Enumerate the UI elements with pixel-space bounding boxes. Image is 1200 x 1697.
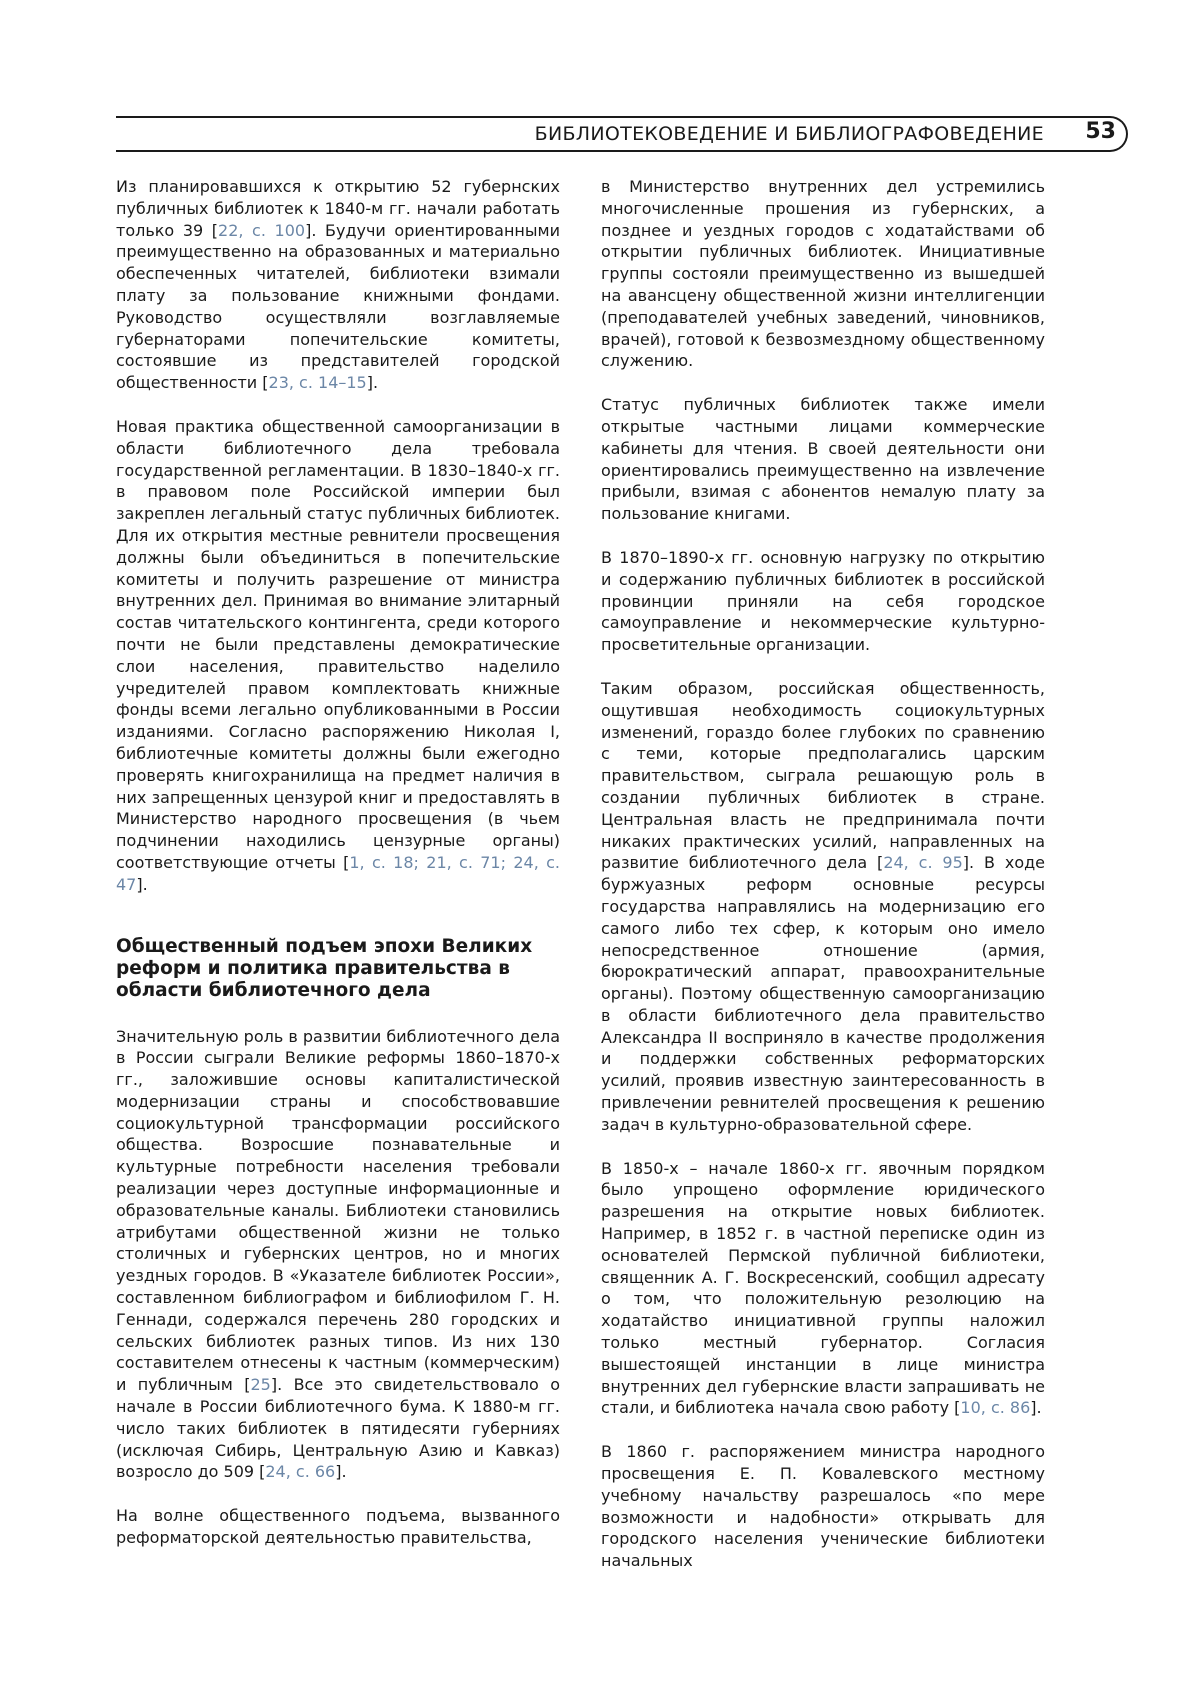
paragraph: На волне общественного подъема, вызванного реформаторской деятельностью правительства, — [116, 1506, 560, 1548]
paragraph: Из планировавшихся к открытию 52 губернских публичных библиотек к 1840-м гг. начали работать только 39 [22, с. 100]. Будучи ориентированными преимущественно на образованных и материально обеспеченных читателей, библиотеки взимали плату за пользование книжными фондами. Руководство осуществляли возглавляемые губернаторами попечительские комитеты, состоявшие из представителей городской общественности [23, с. 14–15]. — [116, 177, 560, 393]
citation-link[interactable]: 1, с. 18; 21, с. 71; 24, с. 47 — [116, 852, 561, 894]
citation-link[interactable]: 10, с. 86 — [960, 1398, 1031, 1418]
citation-link[interactable]: 24, с. 66 — [265, 1462, 336, 1482]
section-heading: Общественный подъем эпохи Великих реформ и политика правительства в области библиотечного дела — [116, 935, 533, 1001]
header-rule-top — [116, 116, 1092, 118]
header-rule-bottom — [116, 150, 1092, 152]
citation-link[interactable]: 24, с. 95 — [883, 853, 963, 873]
paragraph: Статус публичных библиотек также имели открытые частными лицами коммерческие кабинеты для чтения. В своей деятельности они ориентировались преимущественно на извлечение прибыли, взимая с абонентов немалую плату за пользование книгами. — [601, 395, 1045, 524]
paragraph: В 1860 г. распоряжением министра народного просвещения Е. П. Ковалевского местному учебному начальству разрешалось «по мере возможности и надобности» открывать для городского населения ученические библиотеки начальных — [601, 1442, 1045, 1571]
page-number: 53 — [1085, 119, 1116, 144]
citation-link[interactable]: 23, с. 14–15 — [268, 373, 367, 393]
right-column — [601, 176, 1045, 1594]
citation-link[interactable]: 25 — [250, 1375, 271, 1395]
section-title: БИБЛИОТЕКОВЕДЕНИЕ И БИБЛИОГРАФОВЕДЕНИЕ — [534, 123, 1044, 145]
paragraph: Значительную роль в развитии библиотечного дела в России сыграли Великие реформы 1860–1870-х гг., заложившие основы капиталистической модернизации страны и способствовавшие социокультурной трансформации российского общества. Возросшие познавательные и культурные потребности населения требовали реализации через доступные информационные и образовательные каналы. Библиотеки становились атрибутами общественной жизни не только столичных и губернских центров, но и многих уездных городов. В «Указателе библиотек России», составленном библиографом и библиофилом Г. Н. Геннади, содержался перечень 280 городских и сельских библиотек разных типов. Из них 130 составителем отнесены к частным (коммерческим) и публичным [25]. Все это свидетельствовало о начале в России библиотечного бума. К 1880-м гг. число таких библиотек в пятидесяти губерниях (исключая Сибирь, Центральную Азию и Кавказ) возросло до 509 [24, с. 66]. — [116, 1026, 561, 1482]
paragraph: в Министерство внутренних дел устремились многочисленные прошения из губернских, а позднее и уездных городов с ходатайствами об открытии публичных библиотек. Инициативные группы состояли преимущественно из вышедшей на авансцену общественной жизни интеллигенции (преподавателей учебных заведений, чиновников, врачей), готовой к безвозмездному общественному служению. — [601, 177, 1045, 371]
citation-link[interactable]: 22, с. 100 — [218, 220, 306, 240]
left-column — [116, 176, 560, 1571]
running-header — [116, 116, 1128, 154]
paragraph: В 1870–1890-х гг. основную нагрузку по открытию и содержанию публичных библиотек в российской провинции приняли на себя городское самоуправление и некоммерческие культурно-просветительные организации. — [601, 547, 1045, 655]
paragraph: Новая практика общественной самоорганизации в области библиотечного дела требовала государственной регламентации. В 1830–1840-х гг. в правовом поле Российской империи был закреплен легальный статус публичных библиотек. Для их открытия местные ревнители просвещения должны были объединиться в попечительские комитеты и получить разрешение от министра внутренних дел. Принимая во внимание элитарный состав читательского контингента, среди которого почти не были представлены демократические слои населения, правительство наделило учредителей правом комплектовать книжные фонды всеми легально опубликованными в России изданиями. Согласно распоряжению Николая I, библиотечные комитеты должны были ежегодно проверять книгохранилища на предмет наличия в них запрещенных цензурой книг и предоставлять в Министерство народного просвещения (в чьем подчинении находились цензурные органы) соответствующие отчеты [1, с. 18; 21, с. 71; 24, с. 47]. — [116, 416, 561, 894]
paragraph: Таким образом, российская общественность, ощутившая необходимость социокультурных изменений, гораздо более глубоких по сравнению с теми, которые предполагались царским правительством, сыграла решающую роль в создании публичных библиотек в стране. Центральная власть не предпринимала почти никаких практических усилий, направленных на развитие библиотечного дела [24, с. 95]. В ходе буржуазных реформ основные ресурсы государства направлялись на модернизацию его самого либо тех сфер, к которым оно имело непосредственное отношение (армия, бюрократический аппарат, правоохранительные органы). Поэтому общественную самоорганизацию в области библиотечного дела правительство Александра II восприняло в качестве продолжения и поддержки собственных реформаторских усилий, проявив известную заинтересованность в привлечении ревнителей просвещения к решению задач в культурно-образовательной сфере. — [601, 678, 1046, 1134]
paragraph: В 1850-х – начале 1860-х гг. явочным порядком было упрощено оформление юридического разрешения на открытие новых библиотек. Например, в 1852 г. в частной переписке один из основателей Пермской публичной библиотеки, священник А. Г. Воскресенский, сообщил адресату о том, что положительную резолюцию на ходатайство инициативной группы наложил только местный губернатор. Согласия вышестоящей инстанции в лице министра внутренних дел губернские власти запрашивать не стали, и библиотека начала свою работу [10, с. 86]. — [601, 1158, 1045, 1418]
